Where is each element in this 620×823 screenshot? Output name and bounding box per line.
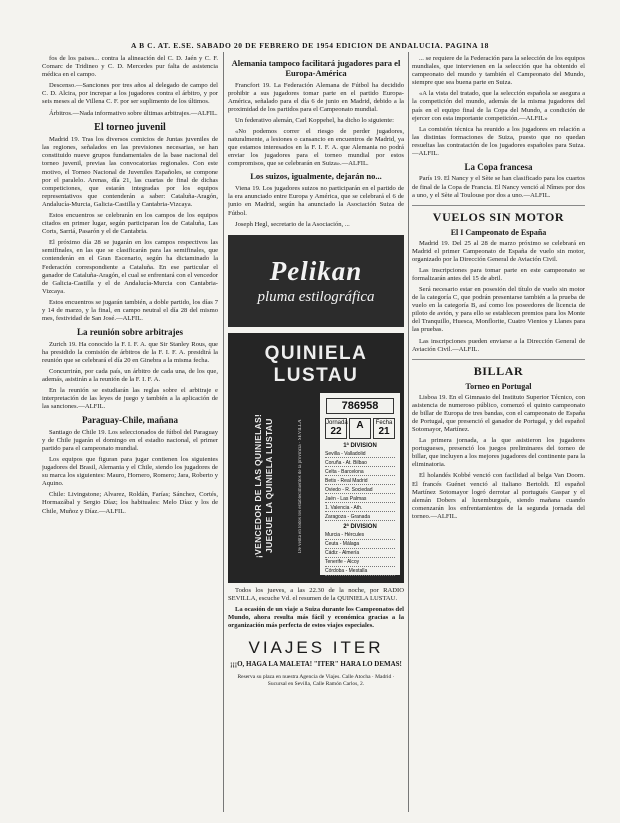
pelikan-tagline: pluma estilográfica: [257, 288, 375, 305]
headline-copa-francesa: La Copa francesa: [464, 162, 533, 173]
paragraph: ... se requiere de la Federación para la selección de los equipos mundiales, que intervienen en la selección que ha obtenido el campeonato del mundo y también el Campeonato del Mundo, siempre que sea buena parte en Suiza.: [412, 55, 585, 87]
paragraph: París 19. El Nancy y el Sète se han clasificado para los cuartos de final de la Copa de Francia. El Nancy venció al Nîmes por dos a uno, y el Sète al Toulouse por dos a uno.—ALFIL.: [412, 175, 585, 199]
match-row: 1. Valencia - Ath.: [325, 505, 395, 513]
paragraph: Estos encuentros se celebrarán en los campos de los equipos citados en primer lugar, según participaran los de Cataluña, Las Corts, Sarriá, Pasarón y el de Cantabria.: [42, 212, 218, 236]
match-row: Betis - Real Madrid: [325, 478, 395, 486]
ticket-box: Jornada 22: [326, 419, 348, 437]
divider: [412, 205, 585, 206]
headline-paraguay-chile: Paraguay-Chile, mañana: [81, 415, 178, 426]
paragraph: El próximo día 28 se jugarán en los campos respectivos las semifinales, en las que se clasificarán para las semifinales, que contenderán en el Gran Escenario, según ha dictaminado la Federación correspondiente a Cataluña. En ese particular el ganador de Cataluña-Aragón, el cual se enfrentará con el vencedor de Galicia-Castilla y el de Andalucía-Murcia con Cantabria-Vizcaya.: [42, 239, 218, 295]
ticket-box: Fecha 21: [373, 418, 395, 439]
viajes-subtitle: ¡¡¡O, HAGA LA MALETA! "ITER" HARA LO DEMAS!: [230, 660, 402, 669]
quiniela-side-panel: [234, 395, 294, 577]
match-row: Zaragoza - Granada: [325, 514, 395, 522]
headline-vuelos-sin-motor: VUELOS SIN MOTOR: [432, 209, 565, 224]
paragraph: Lisboa 19. En el Gimnasio del Instituto Superior Técnico, con asistencia de numeroso público, comenzó el quinto campeonato de billar de Europa de tres bandas, con el campeonato de España de Portugal, que presenció el ganador de Portugal, y del español Sotomayor, Martínez.: [412, 393, 585, 433]
ticket-number: 786958: [326, 398, 394, 414]
match-row: Murcia - Hércules: [325, 532, 395, 540]
viajes-title: VIAJES ITER: [248, 638, 384, 658]
match-row: Jaén - Las Palmas: [325, 496, 395, 504]
paragraph: Árbitros.—Nada informativo sobre últimas arbitrajes.—ALFIL.: [49, 109, 218, 117]
pelikan-logo: Pelikan: [269, 255, 363, 286]
division-2-title: 2ª DIVISION: [343, 524, 377, 531]
match-row: Coruña - At. Bilbao: [325, 460, 395, 468]
paragraph: «No podemos correr el riesgo de perder jugadores, naturalmente, a lesiones o cansancio en encuentros de Madrid, ya que estamos interesados en la F. I. F. A. que Alemania no podrá enviar los jugadores para el torneo mundial por estos compromisos, que se celebrarán en Suiza».—ALFIL.: [228, 128, 404, 168]
paragraph: Será necesario estar en posesión del título de vuelo sin motor de la categoría C, que podrán presentarse también a la prueba de vuelo en la categoría B, así como los poseedores de licencia de piloto de avión, y para ello se establecen premios para los Monte del Tranquillo, Huesca, Monflorite, Cuatro Vientos y Llanes para las pruebas.: [412, 286, 585, 334]
match-row: Córdoba - Mestalla: [325, 568, 395, 576]
paragraph: Santiago de Chile 19. Los seleccionados de fútbol del Paraguay y de Chile jugarán el domingo en el estadio nacional, el primer partido para el campeonato mundial.: [42, 428, 218, 452]
quiniela-side-text: ¡VENCEDOR DE LAS QUINIELAS! JUEGUE LA QUINIELA LUSTAU: [253, 413, 274, 558]
pelikan-advertisement: [228, 235, 404, 327]
paragraph: Madrid 19. Del 25 al 28 de marzo próximo se celebrará en Madrid el primer Campeonato de España de vuelo sin motor, organizado por la Dirección General de Aviación Civil.: [412, 239, 585, 263]
quiniela-fine-print: De venta en todos los establecimientos de la provincia · SEVILLA: [298, 418, 303, 553]
divider: [412, 359, 585, 360]
paragraph: Concurrirán, por cada país, un árbitro de cada una, de los que, además, asistirán a la reunión de la F. I. F. A.: [42, 367, 218, 383]
column-rule: [408, 52, 409, 812]
match-row: Oviedo - R. Sociedad: [325, 487, 395, 495]
headline-torneo-juvenil: El torneo juvenil: [94, 121, 166, 133]
match-row: Tenerife - Alcoy: [325, 559, 395, 567]
viajes-iter-advertisement: [228, 638, 404, 688]
match-row: Cádiz - Almería: [325, 550, 395, 558]
paragraph: Las inscripciones pueden enviarse a la Dirección General de Aviación Civil.—ALFIL.: [412, 337, 585, 353]
quiniela-advertisement: [228, 333, 404, 583]
radio-notice: Todos los jueves, a las 22.30 de la noche, por RADIO SEVILLA, escuche Vd. el resumen de la QUINIELA LUSTAU.: [228, 586, 404, 602]
paragraph: Estos encuentros se jugarán también, a doble partido, los días 7 y 14 de marzo, y la final, en campo neutral el día 28 del mismo mes, festividad de San José.—ALFIL.: [42, 298, 218, 323]
paragraph: Un federativo alemán, Carl Koppehel, ha dicho lo siguiente:: [235, 116, 394, 124]
paragraph: La primera jornada, a la que asistieron los jugadores portugueses, presenció los juegos preliminares del torneo de billar, que incluyen a los mejores jugadores del continente para la eliminatoria.: [412, 437, 585, 469]
paragraph: Los equipos que figuran para jugar contienen los siguientes jugadores del Brasil, Alemania y el Chile, siendo los jugadores de su marca los siguientes: Mauro, Hornero, Romero; Jara, Roberto y Aquino.: [42, 455, 218, 488]
paragraph: Viena 19. Los jugadores suizos no participarán en el partido de la era anunciado entre Europa y América, que se celebrará el 6 de junio en Madrid, según ha anunciado la Asociación Suiza de Fútbol.: [228, 185, 404, 217]
quiniela-title: QUINIELA LUSTAU: [264, 342, 368, 386]
subheadline-torneo-portugal: Torneo en Portugal: [465, 381, 532, 391]
paragraph: Las inscripciones para tomar parte en este campeonato se formalizarán antes del 15 de abril.: [412, 266, 585, 282]
paragraph: El holandés Kobbé venció con facilidad al belga Van Doorn. El francés Guénet venció al italiano Bertoldi. El español Martínez Sotomayor logró derrotar al portugués Gaspar y el alemán Dobers al luxemburgués, siendo mañana cuando comenzarán los enfrentamientos de la segunda jornada del torneo.—ALFIL.: [412, 472, 585, 520]
column-1: [42, 55, 218, 815]
paragraph: fos de los paises... contra la alineación del C. D. Jaén y C. F. Comarc de Tridineo y C. D. Mercedes pur falta de asistencia médica en el campo.: [42, 55, 218, 79]
ticket-box: A: [349, 418, 371, 439]
paragraph: Madrid 19. Tras los diversos comicios de Juntas juveniles de las regiones, señalados en las previsiones necesarias, se han constituido nueve grupos fundamentales de la base nacional del torneo juvenil, previas las convocatorias regionales. Con este motivo, el Torneo Nacional de Juveniles Españoles, se compone por el paralelo. Arenas, día 21, las cuartas de final de dichas competiciones, que estarán integradas por los equipos representativos que contenderán a saber: Cataluña-Aragón, Andalucía-Murcia, Galicia-Castilla y Cantabria-Vizcaya.: [42, 136, 218, 208]
paragraph: Francfort 19. La Federación Alemana de Fútbol ha decidido prohibir a sus jugadores tomar parte en el partido Europa-América, señalado para el día 6 de junio en Madrid, debido a la proximidad de los partidos para el Campeonato mundial.: [228, 81, 404, 113]
masthead: A B C. AT. E.SE. SABADO 20 DE FEBRERO DE 1954 EDICION DE ANDALUCIA. PAGINA 18: [131, 41, 489, 50]
paragraph: En la reunión se estudiarán las reglas sobre el arbitraje e interpretación de las leyes de juego y también a la aplicación de las sanciones.—ALFIL.: [42, 387, 218, 411]
paragraph: Descenso.—Sanciones por tres años al delegado de campo del C. D. Alcira, por increpar a los jugadores contra el árbitro, y por seis meses al de Villena C. F. por ser suplimento de los últimos.: [42, 82, 218, 106]
quiniela-ticket: [320, 393, 400, 575]
match-row: Sevilla - Valladolid: [325, 451, 395, 459]
paragraph: «A la vista del tratado, que la selección española se asegura a la competición del mundo, además de la misma jugadores del país en el equipo final de la Copa del Mundo, a condición de ejercer con esta importante competición.—ALFIL»: [412, 90, 585, 122]
headline-reunion-arbitrajes: La reunión sobre arbitrajes: [77, 327, 183, 338]
match-row: Ceuta - Málaga: [325, 541, 395, 549]
headline-suizos: Los suizos, igualmente, dejarán no...: [250, 171, 382, 182]
paragraph: La comisión técnica ha reunido a los jugadores en relación a las distintas formaciones de Suiza, puesto que no quedan resueltas las contratación de los jugadores españoles para Suiza.—ALFIL.: [412, 125, 585, 158]
travel-notice: La ocasión de un viaje a Suiza durante los Campeonatos del Mundo, ahora resulta más fácil y económica gracias a la organización más perfecta de estos viajes especiales.: [228, 605, 404, 630]
viajes-address: Reserva su plaza en nuestra Agencia de Viajes. Calle Atocha · Madrid · Sucursal en Sevilla, Calle Ramón Carlos, 2.: [237, 673, 395, 687]
subheadline-campeonato: El I Campeonato de España: [450, 227, 547, 237]
headline-billar: BILLAR: [473, 363, 524, 378]
division-1-title: 1ª DIVISION: [343, 442, 377, 449]
column-rule: [223, 52, 224, 812]
match-row: Celta - Barcelona: [325, 469, 395, 477]
column-3: [412, 55, 585, 815]
headline-alemania: Alemania tampoco facilitará jugadores para el Europa-América: [231, 58, 401, 78]
paragraph: Chile: Livingstone; Alvarez, Roldán, Farías; Sánchez, Cortés, Hormazábal y Sergio Díaz; los habituales: Melo Díaz y los de Chile, Muñoz y Díaz.—ALFIL.: [42, 491, 218, 515]
paragraph: Zurich 19. Ha conocido la F. I. F. A. que Sir Stanley Rous, que ha presidido la comisión de árbitros de la F. I. F. A. presidirá la reunión que se celebrará el día 20 en Ginebra a la misma fecha.: [42, 340, 218, 364]
ticket-boxes: [325, 418, 395, 439]
column-2: [228, 55, 404, 815]
paragraph: Joseph Hegl, secretario de la Asociación, ...: [235, 220, 350, 228]
